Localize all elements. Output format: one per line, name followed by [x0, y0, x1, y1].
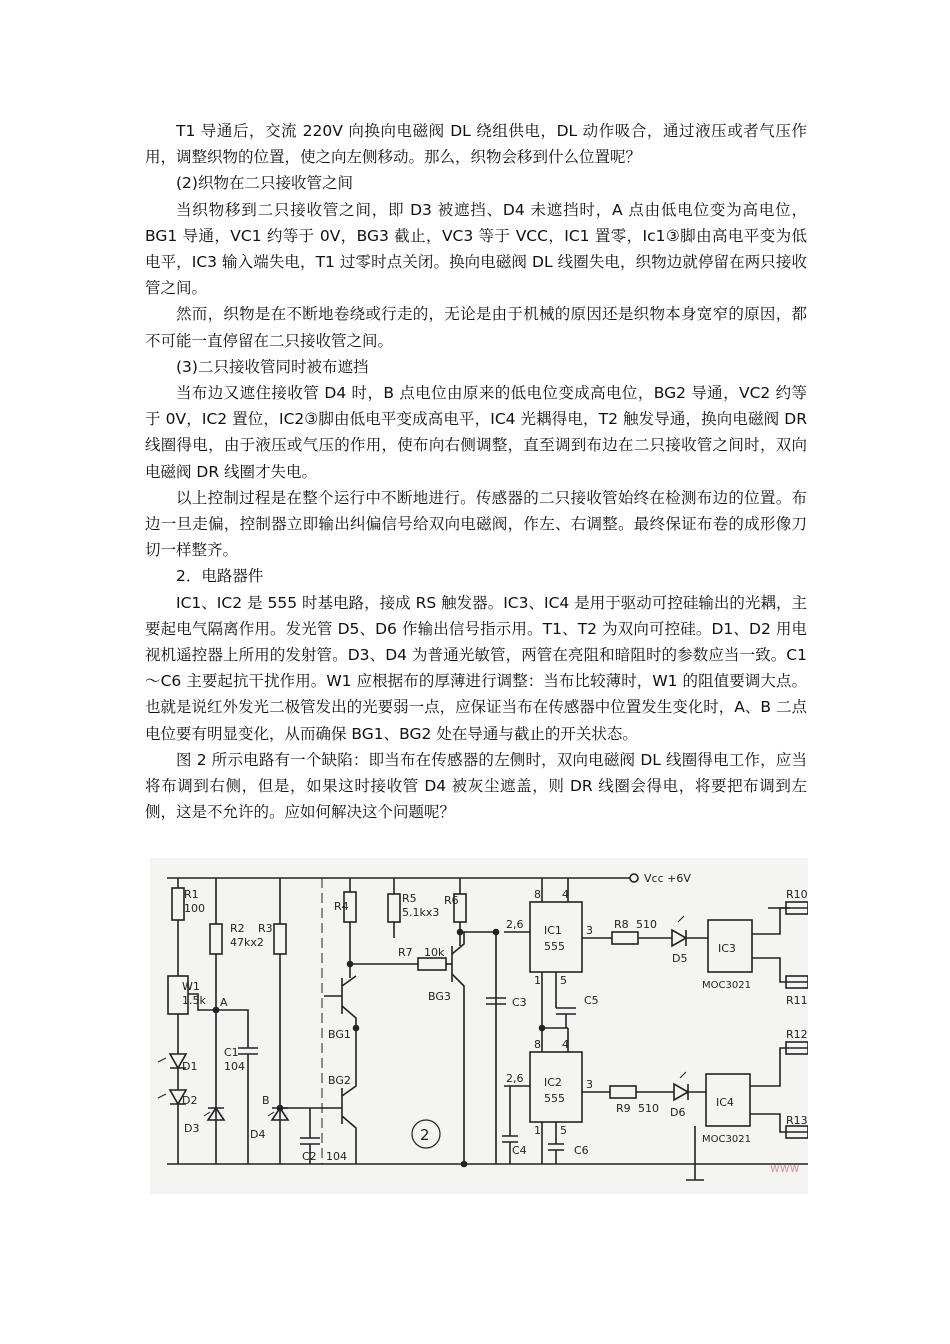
paragraph: 当布边又遮住接收管 D4 时，B 点电位由原来的低电位变成高电位，BG2 导通，VC2 约等于 0V，IC2 置位，IC2③脚由低电平变成高电平，IC4 光耦得电，T2 触发导通，换向电磁阀 DR 线圈得电，由于液压或气压的作用，使布向右侧调整，直至调到布边在二只接收管之间时，双向电磁阀 DR 线圈才失电。 [145, 384, 807, 481]
paragraph: 以上控制过程是在整个运行中不断地进行。传感器的二只接收管始终在检测布边的位置。布边一旦走偏，控制器立即输出纠偏信号给双向电磁阀，作左、右调整。最终保证布卷的成形像刀切一样整齐。 [145, 488, 807, 560]
label-c2: C2 [302, 1150, 317, 1163]
label-bg1: BG1 [328, 1028, 351, 1041]
label-d5: D5 [672, 952, 688, 965]
paragraph: IC1、IC2 是 555 时基电路，接成 RS 触发器。IC3、IC4 是用于驱动可控硅输出的光耦，主要起电气隔离作用。发光管 D5、D6 作输出信号指示用。T1、T2 为双向可控硅。D1、D2 用电视机遥控器上所用的发射管。D3、D4 为普通光敏管，两管在亮阻和暗阻时的参数应当一致。C1～C6 主要起抗干扰作用。W1 应根据布的厚薄进行调整：当布比较薄时，W1 的阻值要调大点。也就是说红外发光二极管发出的光要弱一点，应保证当布在传感器中位置发生变化时，A、B 二点电位要有明显变化，从而确保 BG1、BG2 处在导通与截止的开关状态。 [145, 593, 807, 743]
label-c4: C4 [512, 1144, 527, 1157]
label-r7: R7 [398, 946, 413, 959]
label-c1: C1 [224, 1046, 239, 1059]
paragraph: 然而，织物是在不断地卷绕或行走的，无论是由于机械的原因还是织物本身宽窄的原因，都不可能一直停留在二只接收管之间。 [145, 305, 807, 350]
label-ic1-pin26: 2,6 [506, 918, 524, 931]
label-node-a: A [220, 996, 228, 1009]
label-r12: R12 [786, 1028, 808, 1041]
label-c1-value: 104 [224, 1060, 245, 1073]
label-d3: D3 [184, 1122, 200, 1135]
label-r8: R8 [614, 918, 629, 931]
paragraph: 当织物移到二只接收管之间，即 D3 被遮挡、D4 未遮挡时，A 点由低电位变为高电位，BG1 导通，VC1 约等于 0V，BG3 截止，VC3 等于 VCC，IC1 置零，Ic1③脚由高电平变为低电平，IC3 输入端失电，T1 过零时点关闭。换向电磁阀 DL 线圈失电，织物边就停留在两只接收管之间。 [145, 200, 807, 298]
label-c6: C6 [574, 1144, 589, 1157]
paragraph: 图 2 所示电路有一个缺陷：即当布在传感器的左侧时，双向电磁阀 DL 线圈得电工作，应当将布调到右侧，但是，如果这时接收管 D4 被灰尘遮盖，则 DR 线圈会得电，将要把布调到左侧，这是不允许的。应如何解决这个问题呢？ [145, 750, 807, 822]
label-ic2-pin8: 8 [534, 1038, 541, 1051]
label-r5-value: 5.1kx3 [402, 906, 440, 919]
label-c2-value: 104 [326, 1150, 347, 1163]
figure-number: 2 [420, 1126, 430, 1144]
body-text [145, 118, 807, 825]
label-ic2-pin4: 4 [562, 1038, 569, 1051]
label-ic2-pin5: 5 [560, 1124, 567, 1137]
label-r4: R4 [334, 900, 349, 913]
label-r8-value: 510 [636, 918, 657, 931]
label-r5: R5 [402, 892, 417, 905]
label-bg3: BG3 [428, 990, 451, 1003]
label-r9-value: 510 [638, 1102, 659, 1115]
label-r2-r3-value: 47kx2 [230, 936, 264, 949]
section-heading: (2)织物在二只接收管之间 [176, 174, 353, 193]
section-heading: 2．电路器件 [176, 567, 264, 586]
label-ic1: IC1 [544, 924, 562, 937]
circuit-diagram-figure [150, 858, 808, 1194]
label-r11: R11 [786, 994, 808, 1007]
label-r1-value: 100 [184, 902, 205, 915]
label-ic4-type: MOC3021 [702, 1134, 751, 1145]
paragraph: T1 导通后，交流 220V 向换向电磁阀 DL 绕组供电，DL 动作吸合，通过液压或者气压作用，调整织物的位置，使之向左侧移动。那么，织物会移到什么位置呢？ [145, 122, 807, 167]
label-ic2-pin26: 2,6 [506, 1072, 524, 1085]
label-ic3: IC3 [718, 942, 736, 955]
label-r3: R3 [258, 922, 273, 935]
label-d1: D1 [182, 1060, 198, 1073]
label-r2: R2 [230, 922, 245, 935]
label-bg2: BG2 [328, 1074, 351, 1087]
watermark: www [770, 1161, 800, 1175]
label-r10: R10 [786, 888, 808, 901]
label-node-b: B [262, 1094, 270, 1107]
label-c5: C5 [584, 994, 599, 1007]
label-d4: D4 [250, 1128, 266, 1141]
label-r1: R1 [184, 888, 199, 901]
label-w1-value: 1.5k [182, 994, 206, 1007]
label-r6: R6 [444, 894, 459, 907]
label-ic1-type: 555 [544, 940, 565, 953]
label-d6: D6 [670, 1106, 686, 1119]
label-ic2-pin3: 3 [586, 1078, 593, 1091]
label-d2: D2 [182, 1094, 198, 1107]
label-ic1-pin8: 8 [534, 888, 541, 901]
label-ic1-pin4: 4 [562, 888, 569, 901]
label-ic2-pin1: 1 [534, 1124, 541, 1137]
label-ic3-type: MOC3021 [702, 980, 751, 991]
label-ic2-type: 555 [544, 1092, 565, 1105]
label-r13: R13 [786, 1114, 808, 1127]
label-ic1-pin1: 1 [534, 974, 541, 987]
label-ic1-pin3: 3 [586, 924, 593, 937]
section-heading: (3)二只接收管同时被布遮挡 [176, 357, 369, 376]
label-ic1-pin5: 5 [560, 974, 567, 987]
label-ic4: IC4 [716, 1096, 734, 1109]
label-vcc: Vcc +6V [644, 872, 691, 885]
label-r9: R9 [616, 1102, 631, 1115]
label-w1: W1 [182, 980, 200, 993]
circuit-schematic [150, 858, 808, 1194]
label-c3: C3 [512, 996, 527, 1009]
label-r7-value: 10k [424, 946, 445, 959]
label-ic2: IC2 [544, 1076, 562, 1089]
